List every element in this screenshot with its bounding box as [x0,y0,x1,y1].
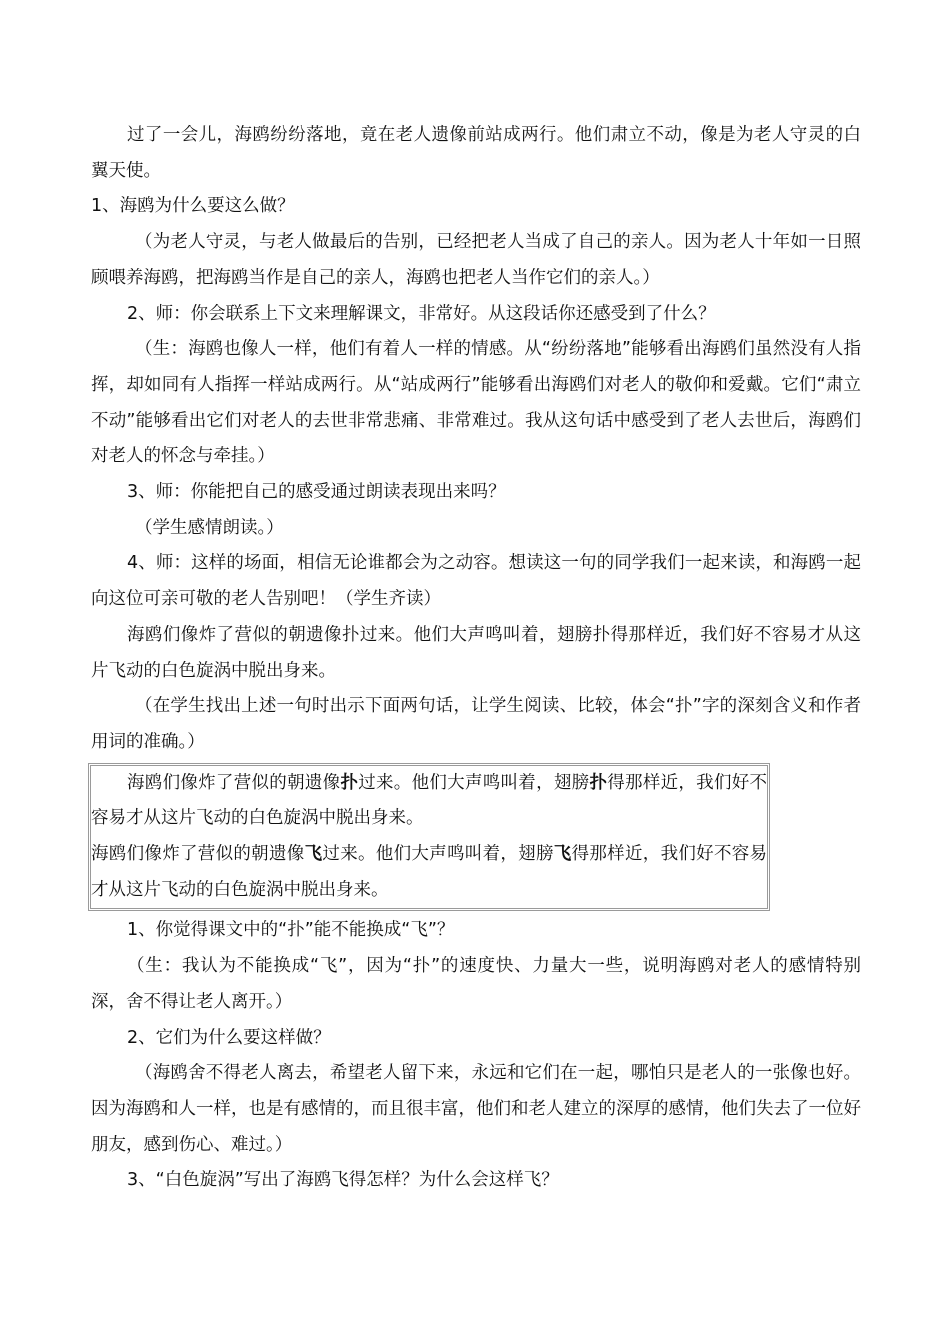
quoted-sentence: 海鸥们像炸了营似的朝遗像扑过来。他们大声鸣叫着，翅膀扑得那样近，我们好不容易才从这片飞动的白色旋涡中脱出身来。 [91,624,861,681]
answer-3: （学生感情朗读。） [135,517,284,538]
question-3: 3、师：你能把自己的感受通过朗读表现出来吗？ [127,482,506,503]
highlight-word: 飞 [304,844,323,865]
question-4: 4、师：这样的场面，相信无论谁都会为之动容。想读这一句的同学我们一起来读，和海鸥一起向这位可亲可敬的老人告别吧！（学生齐读） [91,553,861,610]
comparison-box [88,763,770,912]
followup-question-3: 3、“白色旋涡”写出了海鸥飞得怎样？为什么会这样飞？ [127,1170,559,1191]
comparison-sentence-1: 海鸥们像炸了营似的朝遗像扑过来。他们大声鸣叫着，翅膀扑得那样近，我们好不容易才从这片飞动的白色旋涡中脱出身来。 [91,772,768,829]
question-2: 2、师：你会联系上下文来理解课文，非常好。从这段话你还感受到了什么？ [127,303,716,324]
teacher-note: （在学生找出上述一句时出示下面两句话，让学生阅读、比较，体会“扑”字的深刻含义和作者用词的准确。） [91,696,861,752]
question-1: 1、海鸥为什么要这么做？ [91,196,295,217]
highlight-word: 扑 [589,772,608,793]
comparison-sentence-2: 海鸥们像炸了营似的朝遗像飞过来。他们大声鸣叫着，翅膀飞得那样近，我们好不容易才从这片飞动的白色旋涡中脱出身来。 [91,844,768,900]
paragraph-1: 过了一会儿，海鸥纷纷落地，竟在老人遗像前站成两行。他们肃立不动，像是为老人守灵的白翼天使。 [91,125,861,181]
answer-2: （生：海鸥也像人一样，他们有着人一样的情感。从“纷纷落地”能够看出海鸥们虽然没有人指挥，却如同有人指挥一样站成两行。从“站成两行”能够看出海鸥们对老人的敬仰和爱戴。它们“肃立不动”能够看出它们对老人的去世非常悲痛、非常难过。我从这句话中感受到了老人去世后，海鸥们对老人的怀念与牵挂。） [91,339,861,467]
followup-question-1: 1、你觉得课文中的“扑”能不能换成“飞”？ [127,920,455,941]
highlight-word: 飞 [553,844,572,865]
followup-answer-2: （海鸥舍不得老人离去，希望老人留下来，永远和它们在一起，哪怕只是老人的一张像也好。因为海鸥和人一样，也是有感情的，而且很丰富，他们和老人建立的深厚的感情，他们失去了一位好朋友，感到伤心、难过。） [91,1063,861,1155]
followup-answer-1: （生：我认为不能换成“飞”，因为“扑”的速度快、力量大一些，说明海鸥对老人的感情特别深，舍不得让老人离开。） [91,956,861,1012]
document-page [91,118,861,1199]
answer-1: （为老人守灵，与老人做最后的告别，已经把老人当成了自己的亲人。因为老人十年如一日照顾喂养海鸥，把海鸥当作是自己的亲人，海鸥也把老人当作它们的亲人。） [91,232,861,288]
highlight-word: 扑 [340,772,359,793]
followup-question-2: 2、它们为什么要这样做？ [127,1027,331,1048]
